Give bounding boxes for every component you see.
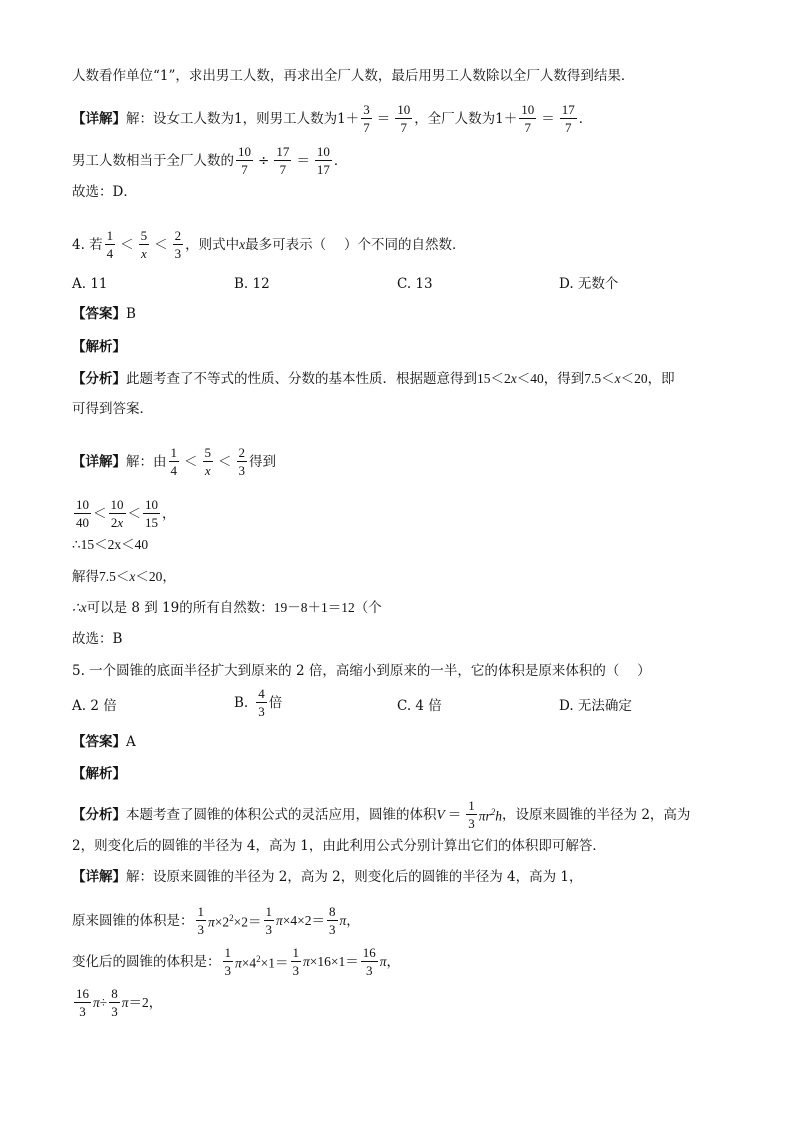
option-b: B. 4 3 倍 (234, 686, 283, 719)
question-4: 4. 若 1 4 ＜ 5 x ＜ 2 3 ，则式中 x 最多可表示（ ）个不同的自然数． (72, 228, 466, 261)
option-c: C. 4 倍 (397, 698, 442, 714)
option-d: D. 无法确定 (559, 698, 632, 714)
text-line: 人数看作单位“1”，求出男工人数，再求出全厂人数，最后用男工人数除以全厂人数得到结果． (72, 68, 635, 84)
detail-line: 【详解】 解：设女工人数为1，则男工人数为1＋ 3 7 ＝ 10 7 ，全厂人数为1＋ 10 7 ＝ 17 7 ． (72, 102, 593, 135)
answer-line: 【答案】 B (72, 306, 136, 322)
formula-line: 解得 7.5＜x＜20 ， (72, 569, 176, 585)
analysis-heading: 【解析】 (72, 766, 126, 782)
text-line: 男工人数相当于全厂人数的 $\frac{10}{7}$ ÷ $\frac{17}{7}$ ＝ 10 17 ． (72, 144, 348, 177)
fenxi-line: 【分析】 此题考查了不等式的性质、分数的基本性质．根据题意得到 15＜2x＜40 ，得到 7.5＜x＜20 ，即 (72, 371, 675, 387)
text-line: 故选：D． (72, 184, 137, 200)
answer-line: 【答案】 A (72, 734, 136, 750)
formula-line: 16 3 π÷ $\frac{8}{3}$ π＝2 ， (76, 986, 163, 1019)
detail-line: 【详解】 解：设原来圆锥的半径为 2，高为 2，则变化后的圆锥的半径为 4，高为 1， (72, 869, 583, 885)
text-line: 可得到答案． (72, 401, 153, 417)
option-c: C. 13 (397, 276, 433, 292)
formula-line: 10 40 ＜ 10 2x ＜ 10 15 ， (76, 497, 176, 530)
option-d: D. 无数个 (559, 276, 619, 292)
option-a: A. 2 倍 (72, 698, 117, 714)
option-a: A. 11 (72, 276, 108, 292)
formula-line: ∴15＜2x＜40 (72, 537, 149, 552)
formula-line: 原来圆锥的体积是： 1 3 $\pi\times 2^2\times 2=$ 1 3 π×4×2＝ 8 3 π ， (72, 904, 360, 937)
formula-line: ∴x 可以是 8 到 19的所有自然数： 19－8＋1＝12 （个 (72, 600, 382, 616)
formula-line: 变化后的圆锥的体积是： 1 3 $\pi\times 4^2\times 1=$ 1 3 π×16×1＝ 16 3 π ， (72, 945, 401, 978)
question-5: 5. 一个圆锥的底面半径扩大到原来的 2 倍，高缩小到原来的一半，它的体积是原来体积的（ ） (72, 663, 651, 679)
option-b: B. 12 (234, 276, 270, 292)
fenxi-line: 【分析】 本题考查了圆锥的体积公式的灵活应用，圆锥的体积 V ＝ 1 3 $\pi r^2h$ ，设原来圆锥的半径为 2，高为 (72, 798, 691, 831)
detail-line: 【详解】 解：由 1 4 ＜ 5 x ＜ 2 3 得到 (72, 445, 276, 478)
text-line: 故选：B (72, 631, 123, 647)
analysis-heading: 【解析】 (72, 339, 126, 355)
text-line: 2，则变化后的圆锥的半径为 4，高为 1，由此利用公式分别计算出它们的体积即可解答． (72, 838, 606, 854)
